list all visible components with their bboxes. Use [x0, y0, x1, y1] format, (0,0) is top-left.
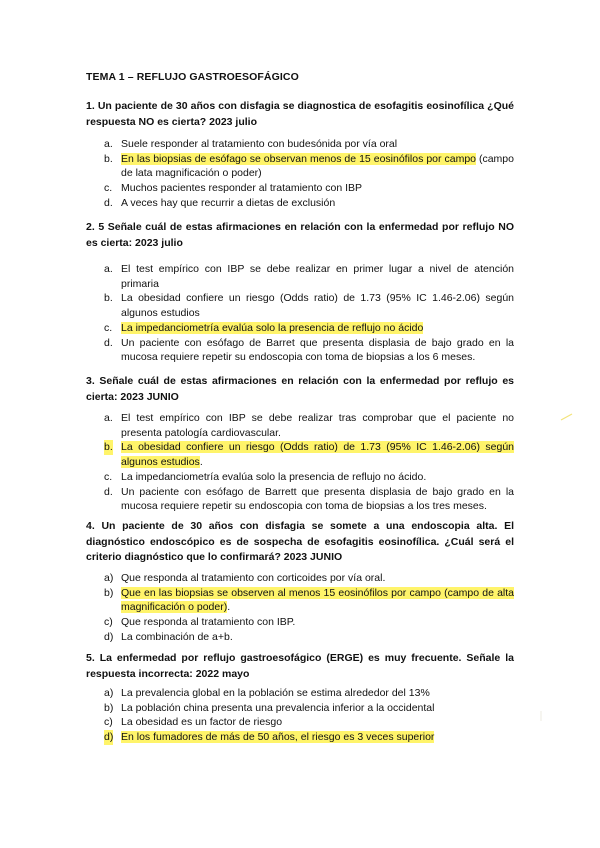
- question-3-stem: 3. Señale cuál de estas afirmaciones en relación con la enfermedad por reflujo es cierta: 2023 JUNIO: [86, 375, 514, 403]
- question-1-options: [86, 137, 514, 211]
- question-1-option-a: [86, 137, 514, 152]
- option-text: Muchos pacientes responder al tratamiento con IBP: [121, 182, 363, 195]
- highlighter-stroke: [539, 710, 543, 722]
- option-marker: b.: [104, 441, 113, 454]
- question-3-option-d: [86, 485, 514, 514]
- question-2-option-d: [86, 336, 514, 365]
- option-text: Que responda al tratamiento con corticoides por vía oral.: [121, 572, 386, 584]
- option-text: Un paciente con esófago de Barret que presenta displasia de bajo grado en la mucosa requiere repetir su endoscopia con toma de biopsias a los 6 meses.: [121, 336, 514, 364]
- question-1-option-c: [86, 181, 514, 196]
- option-marker: d): [104, 630, 114, 643]
- option-text: A veces hay que recurrir a dietas de exclusión: [121, 196, 336, 209]
- option-marker: c.: [104, 321, 113, 334]
- question-4-stem: 4. Un paciente de 30 años con disfagia se somete a una endoscopia alta. El diagnóstico endoscópico es de sospecha de esofagitis eosinofílica. ¿Cuál será el criterio diagnóstico que lo confirmará? 2023 JUNIO: [86, 520, 514, 563]
- option-marker: b.: [104, 152, 113, 165]
- option-marker: c.: [104, 470, 113, 483]
- question-2-option-a: [86, 262, 514, 291]
- option-marker: d.: [104, 336, 113, 349]
- question-2-option-c: [86, 321, 514, 336]
- option-marker: b): [104, 586, 114, 599]
- option-marker: b.: [104, 292, 113, 305]
- option-marker: a): [104, 687, 114, 699]
- option-text: Un paciente con esófago de Barrett que presenta displasia de bajo grado en la mucosa requiere repetir su endoscopia con toma de biopsias a los tres meses.: [121, 485, 514, 513]
- option-marker: d.: [104, 196, 113, 209]
- question-4-option-b: [86, 586, 514, 615]
- highlighted-answer: Que en las biopsias se observen al menos 15 eosinófilos por campo (campo de alta magnificación o poder): [121, 586, 514, 614]
- question-2-stem: 2. 5 Señale cuál de estas afirmaciones en relación con la enfermedad por reflujo NO es cierta: 2023 julio: [86, 221, 514, 249]
- question-4-option-c: [86, 615, 514, 630]
- highlighter-stroke: [560, 412, 574, 422]
- option-marker: a.: [104, 412, 113, 424]
- option-text-rest: .: [199, 456, 203, 469]
- highlighted-answer: La obesidad confiere un riesgo (Odds ratio) de 1.73 (95% IC 1.46-2.06) según algunos estudios: [121, 441, 514, 469]
- option-marker: d): [104, 731, 114, 744]
- document-title: TEMA 1 – REFLUJO GASTROESOFÁGICO: [86, 71, 299, 83]
- option-marker: a): [104, 572, 114, 584]
- option-marker: a.: [104, 138, 113, 150]
- option-text: La combinación de a+b.: [121, 630, 233, 643]
- option-marker: b): [104, 701, 114, 714]
- question-3-option-a: [86, 411, 514, 440]
- option-marker: a.: [104, 263, 113, 275]
- option-text: La obesidad confiere un riesgo (Odds ratio) de 1.73 (95% IC 1.46-2.06) según algunos estudios: [121, 292, 514, 320]
- highlighted-answer: En los fumadores de más de 50 años, el riesgo es 3 veces superior: [121, 731, 435, 744]
- option-text: La obesidad es un factor de riesgo: [121, 716, 283, 729]
- question-5-option-a: [86, 686, 514, 701]
- option-text: El test empírico con IBP se debe realizar tras comprobar que el paciente no presenta patología cardiovascular.: [121, 412, 514, 439]
- option-marker: c): [104, 716, 113, 729]
- question-1-option-b: [86, 152, 514, 181]
- question-2-option-b: [86, 291, 514, 320]
- question-3-options: [86, 411, 514, 514]
- question-2-options: [86, 262, 514, 365]
- option-text: La prevalencia global en la población se estima alrededor del 13%: [121, 687, 430, 699]
- question-5-option-c: [86, 715, 514, 730]
- option-text: Que responda al tratamiento con IBP.: [121, 616, 296, 629]
- option-text: La impedanciometría evalúa solo la presencia de reflujo no ácido.: [121, 470, 427, 483]
- option-marker: c): [104, 616, 113, 629]
- highlighted-answer: La impedanciometría evalúa solo la presencia de reflujo no ácido: [121, 321, 424, 334]
- option-text: Suele responder al tratamiento con budesónida por vía oral: [121, 138, 398, 150]
- question-5-stem: 5. La enfermedad por reflujo gastroesofágico (ERGE) es muy frecuente. Señale la respuesta incorrecta: 2022 mayo: [86, 652, 514, 680]
- option-text-rest: (campo de lata magnificación o poder): [121, 152, 514, 180]
- question-3-option-b: [86, 440, 514, 469]
- option-text: El test empírico con IBP se debe realizar en primer lugar a nivel de atención primaria: [121, 263, 514, 290]
- option-text: La población china presenta una prevalencia inferior a la occidental: [121, 701, 435, 714]
- option-text-rest: .: [227, 601, 231, 614]
- question-1-option-d: [86, 196, 514, 211]
- question-3-option-c: [86, 470, 514, 485]
- question-5-option-b: [86, 701, 514, 716]
- question-5-options: [86, 686, 514, 745]
- question-5-option-d: [86, 730, 514, 745]
- question-1-stem: 1. Un paciente de 30 años con disfagia se diagnostica de esofagitis eosinofílica ¿Qué respuesta NO es cierta? 2023 julio: [86, 100, 514, 128]
- option-marker: d.: [104, 485, 113, 498]
- option-marker: c.: [104, 182, 113, 195]
- highlighted-answer: En las biopsias de esófago se observan menos de 15 eosinófilos por campo: [121, 152, 476, 165]
- question-4-option-a: [86, 571, 514, 586]
- question-4-options: [86, 571, 514, 645]
- question-4-option-d: [86, 630, 514, 645]
